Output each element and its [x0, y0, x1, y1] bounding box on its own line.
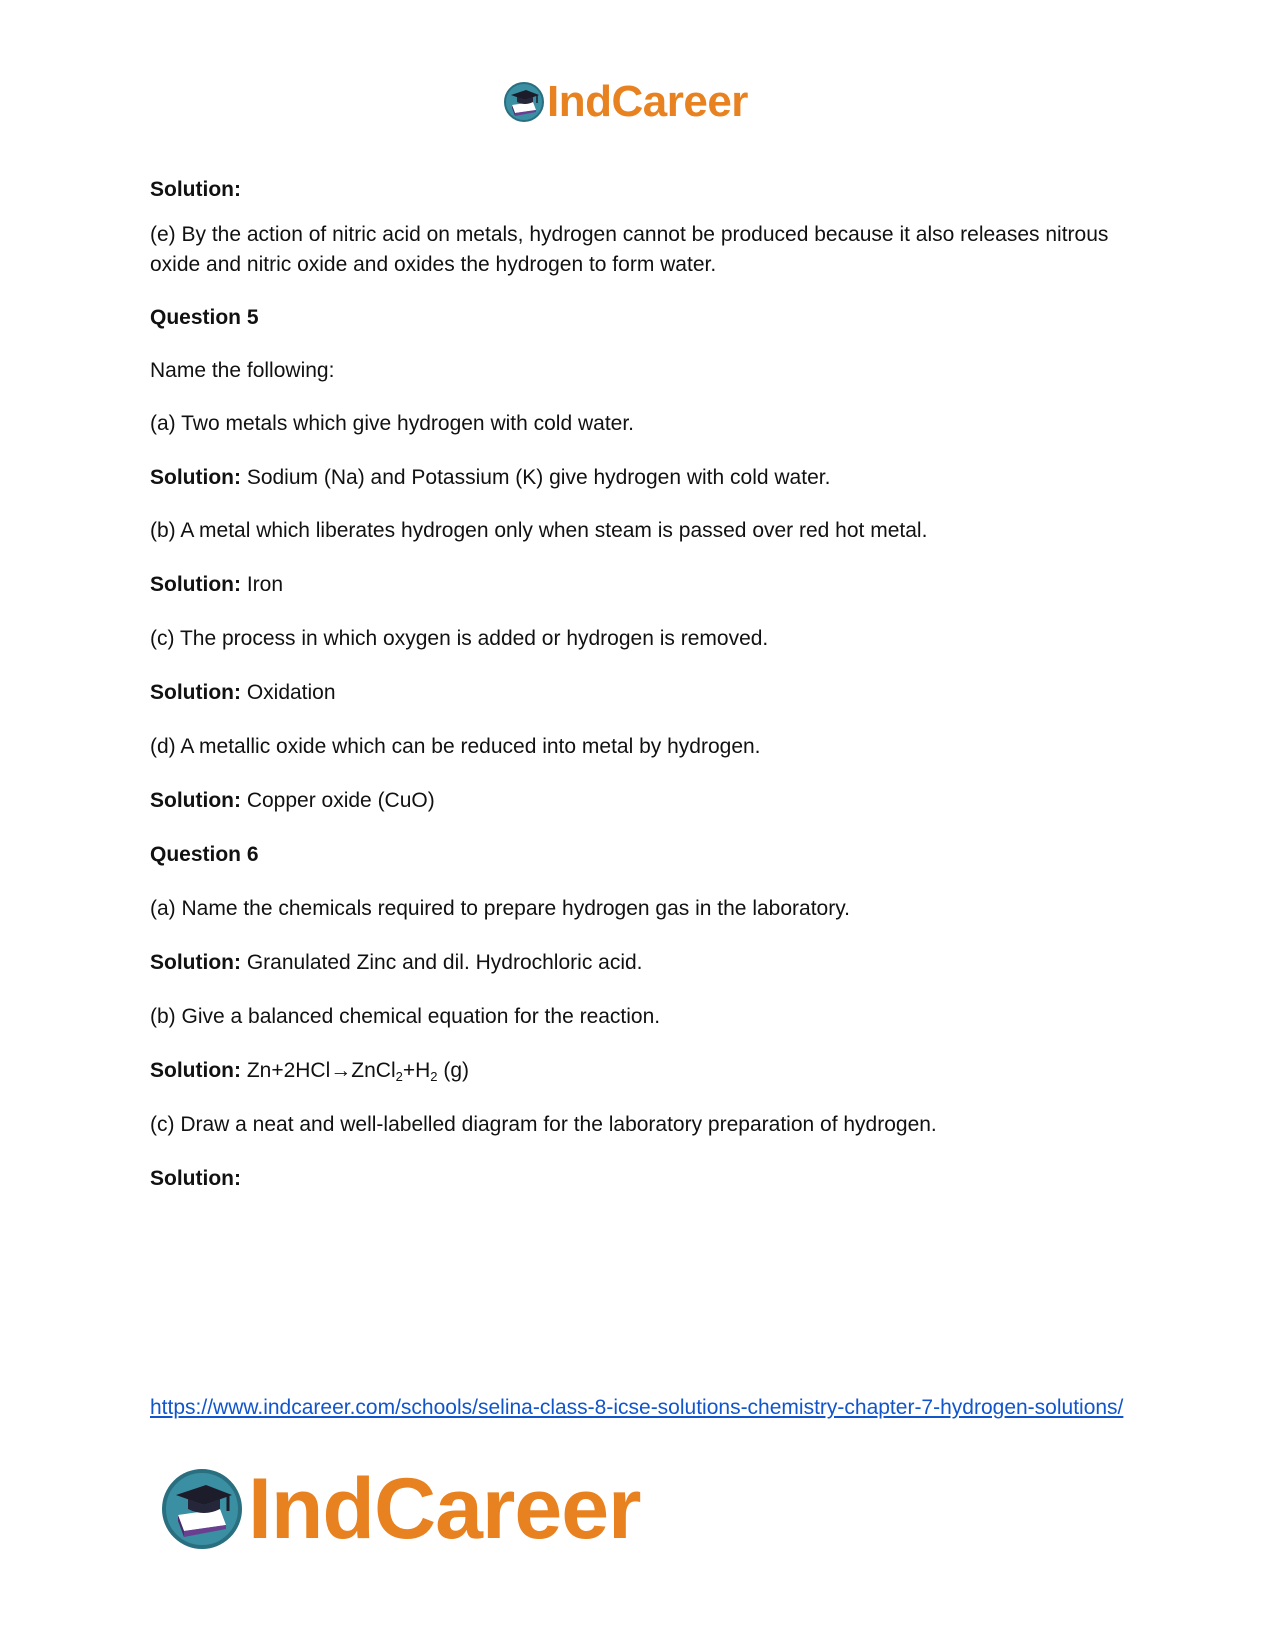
question-5c: (c) The process in which oxygen is added or hydrogen is removed. [150, 627, 769, 650]
solution-label: Solution: [150, 681, 241, 704]
question-5a-solution [150, 463, 1130, 493]
solution-text: Oxidation [240, 681, 336, 704]
question-5-intro: Name the following: [150, 359, 335, 382]
solution-text: Granulated Zinc and dil. Hydrochloric acid. [240, 951, 643, 974]
question-6b: (b) Give a balanced chemical equation for the reaction. [150, 1005, 661, 1028]
header-logo [503, 77, 748, 126]
equation [241, 1059, 469, 1082]
equation-part: +H [402, 1059, 431, 1082]
equation-subscript: 2 [395, 1069, 403, 1084]
equation-subscript: 2 [430, 1069, 438, 1084]
solution-label: Solution: [150, 178, 241, 201]
brand-name: IndCareer [248, 1461, 641, 1557]
brand-name: IndCareer [547, 77, 748, 126]
question-5a: (a) Two metals which give hydrogen with cold water. [150, 412, 635, 435]
solution-text: Iron [240, 573, 284, 596]
solution-label: Solution: [150, 466, 241, 489]
question-5c-solution [150, 678, 1130, 708]
graduation-cap-book-icon [503, 81, 545, 123]
equation-part: Zn+2HCl→ZnCl [240, 1059, 396, 1082]
question-6c: (c) Draw a neat and well-labelled diagram for the laboratory preparation of hydrogen. [150, 1113, 937, 1136]
question-6-heading: Question 6 [150, 843, 259, 866]
question-5d-solution [150, 786, 1130, 816]
answer-e-text: (e) By the action of nitric acid on metals, hydrogen cannot be produced because it also releases nitrous oxide and nitric oxide and oxides the hydrogen to form water. [150, 223, 1109, 276]
solution-label: Solution: [150, 951, 241, 974]
solution-label: Solution: [150, 1059, 241, 1082]
question-5d: (d) A metallic oxide which can be reduced into metal by hydrogen. [150, 735, 761, 758]
source-url-link[interactable]: https://www.indcareer.com/schools/selina-class-8-icse-solutions-chemistry-chapter-7-hydrogen-solutions/ [150, 1396, 1124, 1419]
footer-logo [160, 1461, 641, 1557]
question-6c-solution-label: Solution: [150, 1167, 241, 1190]
solution-text: Sodium (Na) and Potassium (K) give hydrogen with cold water. [240, 466, 831, 489]
solution-label: Solution: [150, 789, 241, 812]
question-5b: (b) A metal which liberates hydrogen only when steam is passed over red hot metal. [150, 519, 928, 542]
question-5-heading: Question 5 [150, 306, 259, 329]
question-6a: (a) Name the chemicals required to prepare hydrogen gas in the laboratory. [150, 897, 850, 920]
solution-text: Copper oxide (CuO) [240, 789, 435, 812]
equation-part: (g) [437, 1059, 470, 1082]
question-5b-solution [150, 570, 1130, 600]
question-6b-solution [150, 1056, 1130, 1086]
question-6a-solution [150, 948, 1130, 978]
graduation-cap-book-icon [160, 1467, 244, 1551]
solution-label: Solution: [150, 573, 241, 596]
